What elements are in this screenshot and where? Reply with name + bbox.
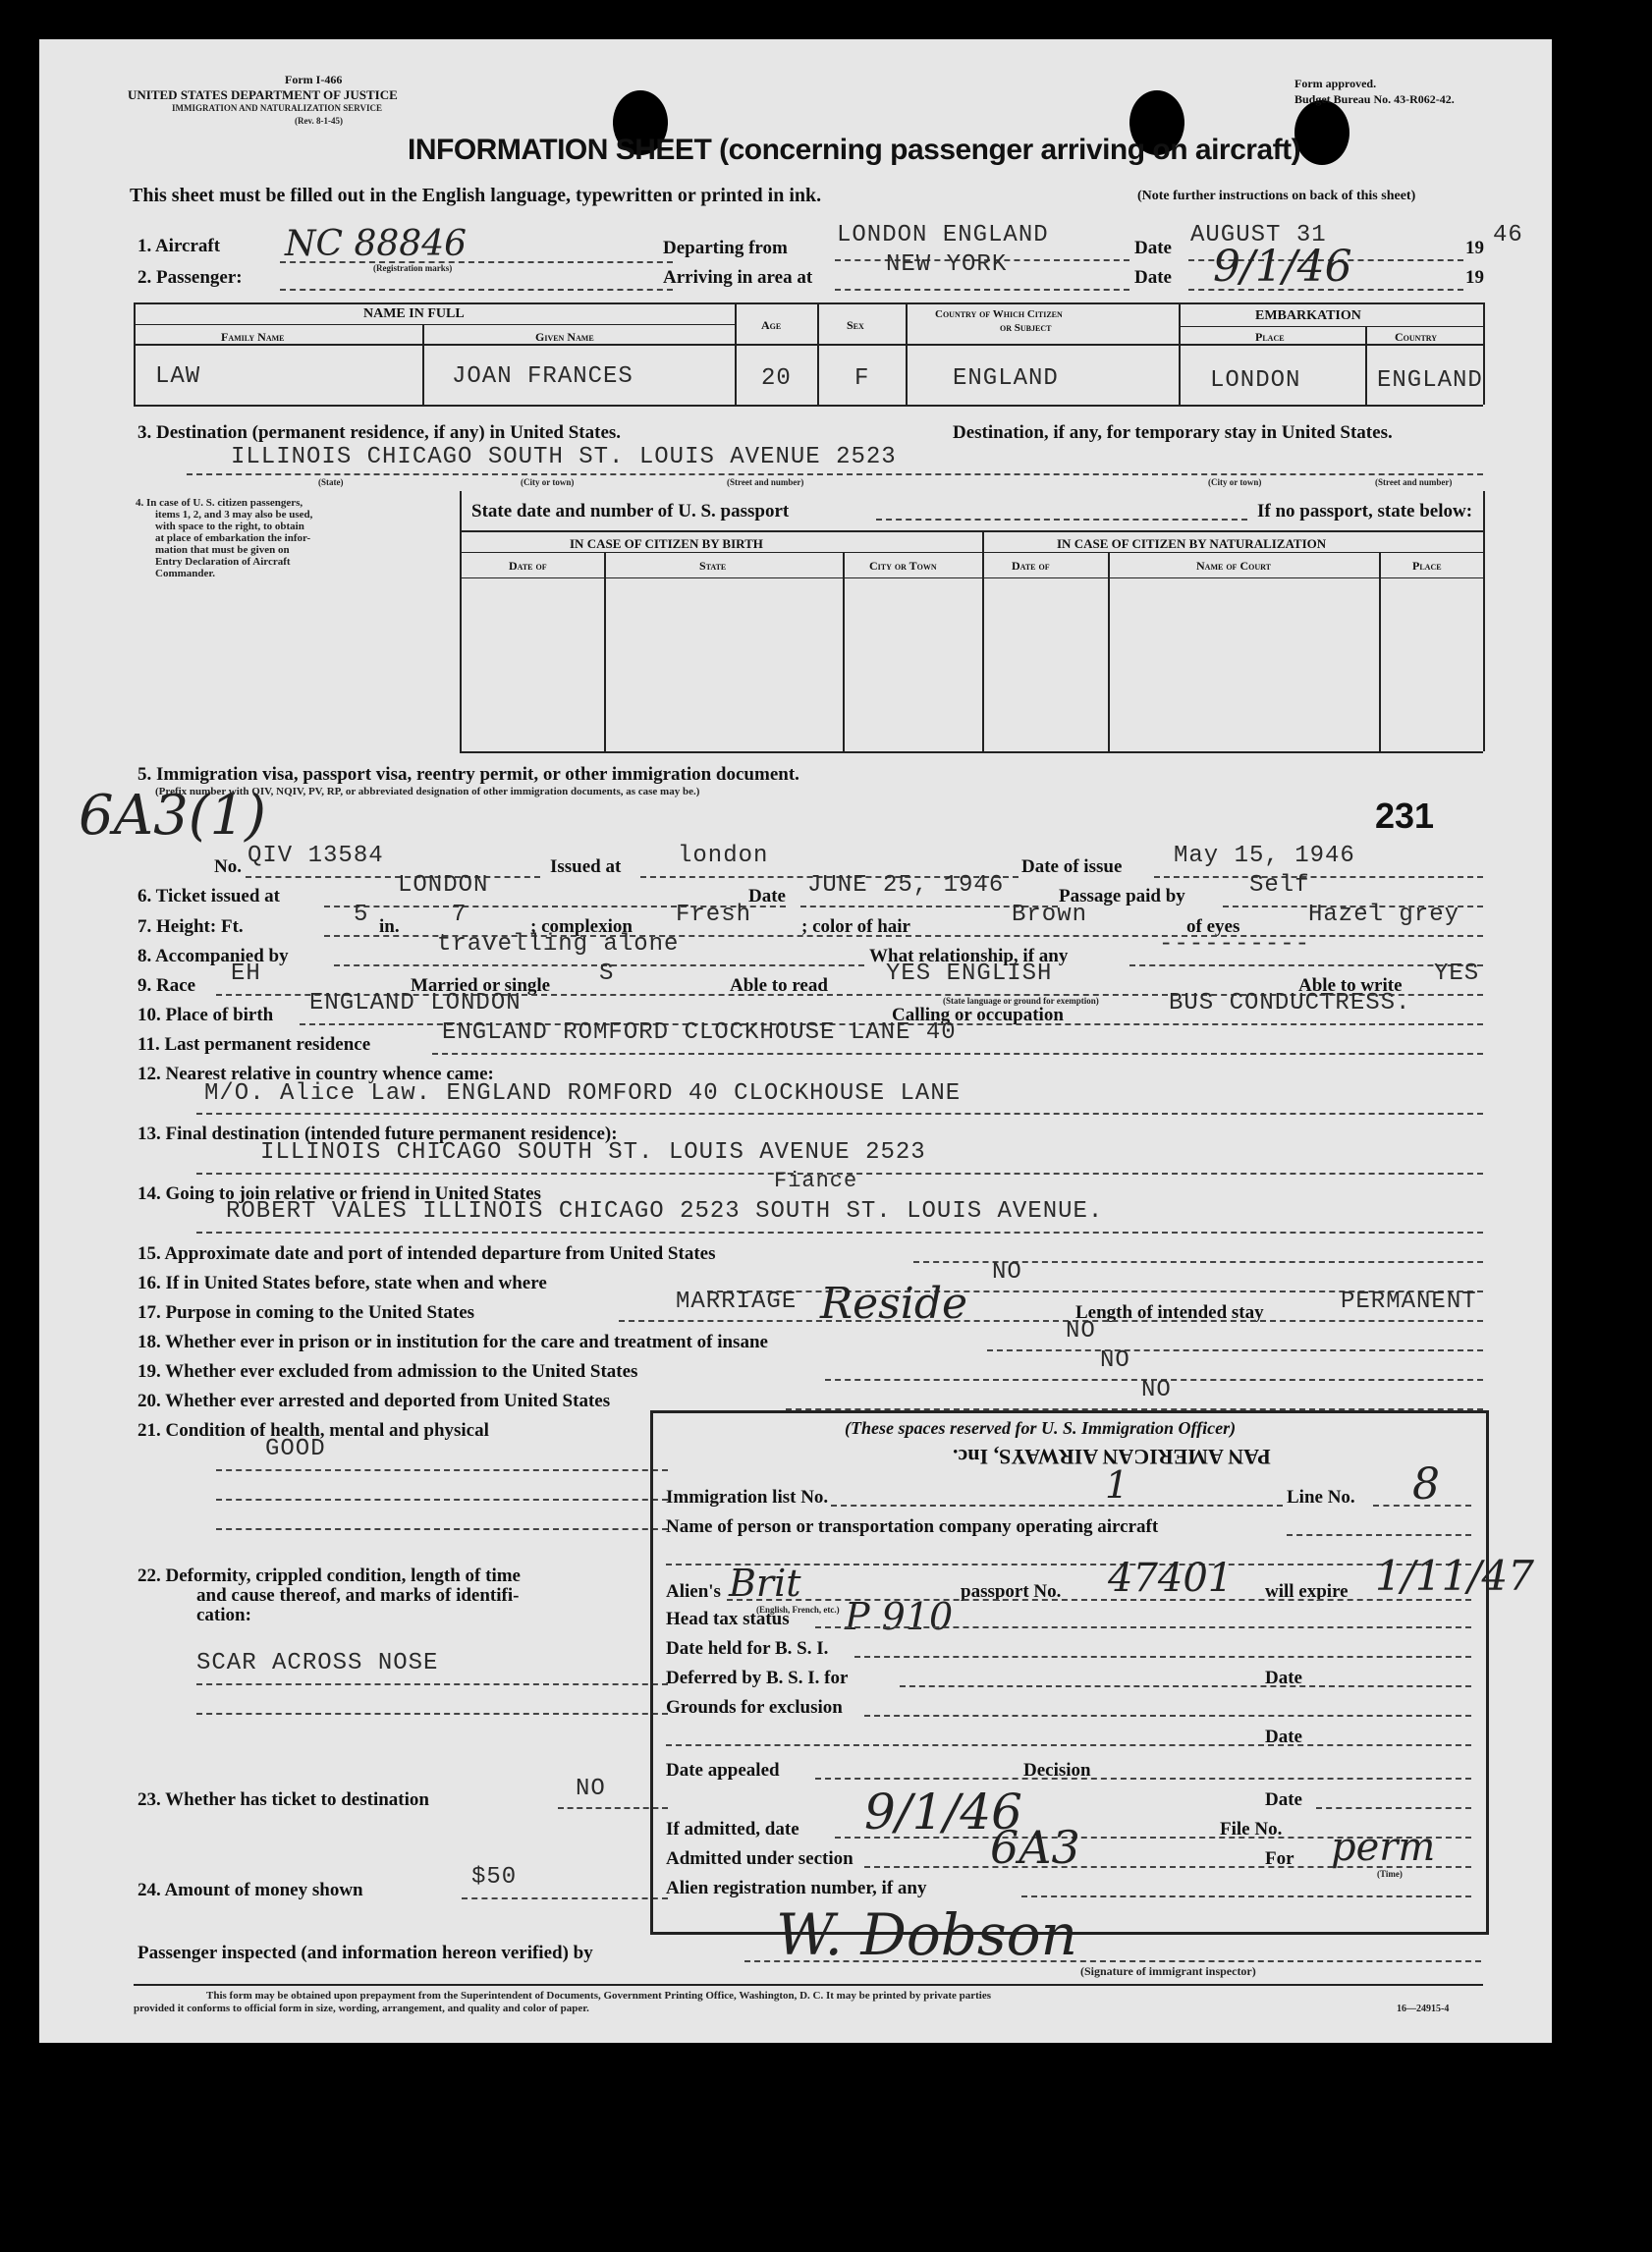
decision-date-label: Date <box>1265 1789 1302 1810</box>
date1-label: Date <box>1134 238 1172 258</box>
birth-date-header: Date of <box>509 559 547 573</box>
hair-color-value: Brown <box>1012 902 1088 928</box>
time-note: (Time) <box>1377 1869 1403 1879</box>
signature-note: (Signature of immigrant inspector) <box>1080 1964 1256 1978</box>
court-name-header: Name of Court <box>1196 559 1271 573</box>
revision: (Rev. 8-1-45) <box>295 116 343 126</box>
for-value: perm <box>1331 1825 1436 1870</box>
arriving-label: Arriving in area at <box>663 267 813 288</box>
street-note: (Street and number) <box>727 477 804 487</box>
eye-color-label: of eyes <box>1186 916 1240 937</box>
stay-length-label: Length of intended stay <box>1075 1302 1264 1323</box>
complexion-value: Fresh <box>676 902 752 928</box>
embarkation-place-value: LONDON <box>1210 367 1301 394</box>
passport-no-label: passport No. <box>961 1581 1062 1602</box>
previous-visit-label: 16. If in United States before, state when and where <box>138 1273 547 1293</box>
health-value: GOOD <box>265 1436 326 1462</box>
destination-label: 3. Destination (permanent residence, if any) in United States. <box>138 422 622 443</box>
temp-destination-label: Destination, if any, for temporary stay in United States. <box>953 422 1393 443</box>
prison-label: 18. Whether ever in prison or in institution for the care and treatment of insane <box>138 1332 768 1352</box>
state-note: (State) <box>318 477 344 487</box>
arriving-value: NEW YORK <box>886 251 1008 278</box>
race-label: 9. Race <box>138 975 196 996</box>
section4-text: 4. In case of U. S. citizen passengers, <box>136 497 303 509</box>
occupation-label: Calling or occupation <box>892 1005 1064 1025</box>
form-code: 16—24915-4 <box>1397 2004 1450 2014</box>
deported-value: NO <box>1141 1377 1172 1403</box>
budget-bureau: Budget Bureau No. 43-R062-42. <box>1294 92 1455 106</box>
section4-text: Entry Declaration of Aircraft <box>155 556 291 568</box>
file-no-label: File No. <box>1220 1819 1283 1840</box>
passage-paid-value: Self <box>1249 872 1310 899</box>
height-inches: 7 <box>452 902 468 928</box>
write-label: Able to write <box>1298 975 1403 996</box>
date2-label: Date <box>1134 267 1172 288</box>
final-destination-label: 13. Final destination (intended future permanent residence): <box>138 1124 618 1144</box>
read-value: YES ENGLISH <box>886 961 1053 987</box>
joining-value: ROBERT VALES ILLINOIS CHICAGO 2523 SOUTH ST. LOUIS AVENUE. <box>226 1198 1104 1225</box>
purpose-handwritten: Reside <box>820 1279 968 1329</box>
section5-sub: (Prefix number with QIV, NQIV, PV, RP, or abbreviated designation of other immigration documents, as case may be.) <box>155 786 700 797</box>
passport-no-value: 47401 <box>1108 1556 1234 1601</box>
admitted-section-value: 6A3 <box>990 1821 1080 1874</box>
married-value: S <box>599 961 615 987</box>
grounds-label: Grounds for exclusion <box>666 1697 843 1718</box>
last-residence-label: 11. Last permanent residence <box>138 1034 371 1055</box>
occupation-value: BUS CONDUCTRESS. <box>1169 990 1411 1016</box>
sheet-number: 231 <box>1375 796 1435 836</box>
punch-hole-right <box>1294 100 1349 165</box>
height-in-label: in. <box>379 916 400 937</box>
date-issue-value: May 15, 1946 <box>1174 843 1355 869</box>
sex-value: F <box>854 365 870 392</box>
race-value: EH <box>231 961 261 987</box>
nearest-relative-value: M/O. Alice Law. ENGLAND ROMFORD 40 CLOCKHOUSE LANE <box>204 1080 962 1107</box>
for-label: For <box>1265 1848 1294 1869</box>
aliens-label: Alien's <box>666 1581 721 1602</box>
read-label: Able to read <box>730 975 828 996</box>
no-passport-label: If no passport, state below: <box>1257 501 1473 522</box>
purpose-value: MARRIAGE <box>676 1289 798 1315</box>
accompanied-value: travelling alone <box>437 931 680 958</box>
line-no-value: 8 <box>1412 1459 1440 1510</box>
line-no-label: Line No. <box>1287 1487 1355 1508</box>
inspected-label: Passenger inspected (and information hereon verified) by <box>138 1943 593 1963</box>
deformity-label-3: cation: <box>196 1605 251 1625</box>
language-note: (State language or ground for exemption) <box>943 996 1099 1006</box>
section4-text: items 1, 2, and 3 may also be used, <box>155 509 313 521</box>
height-label: 7. Height: Ft. <box>138 916 244 937</box>
money-label: 24. Amount of money shown <box>138 1880 363 1900</box>
nat-date-header: Date of <box>1012 559 1050 573</box>
by-birth-header: IN CASE OF CITIZEN BY BIRTH <box>570 536 763 551</box>
operator-label: Name of person or transportation company operating aircraft <box>666 1516 1159 1537</box>
head-tax-label: Head tax status <box>666 1609 790 1629</box>
instruction-line: This sheet must be filled out in the English language, typewritten or printed in ink. <box>130 185 822 206</box>
country-header-2: or Subject <box>1000 322 1052 334</box>
stay-length-value: PERMANENT <box>1341 1289 1477 1315</box>
age-value: 20 <box>761 365 792 392</box>
handwritten-code: 6A3(1) <box>79 784 267 848</box>
destination-value: ILLINOIS CHICAGO SOUTH ST. LOUIS AVENUE 2523 <box>231 444 897 470</box>
form-approved: Form approved. <box>1294 77 1377 90</box>
language-note-official: (English, French, etc.) <box>756 1605 840 1615</box>
official-box-header: (These spaces reserved for U. S. Immigration Officer) <box>845 1418 1237 1438</box>
passage-paid-label: Passage paid by <box>1059 886 1185 906</box>
birthplace-label: 10. Place of birth <box>138 1005 274 1025</box>
nat-place-header: Place <box>1412 559 1442 573</box>
embarkation-header: EMBARKATION <box>1255 308 1361 323</box>
section5-label: 5. Immigration visa, passport visa, reentry permit, or other immigration document. <box>138 764 799 785</box>
passenger-label: 2. Passenger: <box>138 267 243 288</box>
last-residence-value: ENGLAND ROMFORD CLOCKHOUSE LANE 40 <box>442 1019 957 1046</box>
date1-year: 46 <box>1493 222 1523 248</box>
temp-city-note: (City or town) <box>1208 477 1262 487</box>
date-issue-label: Date of issue <box>1021 856 1123 877</box>
form-sheet <box>39 39 1552 2043</box>
expire-label: will expire <box>1265 1581 1349 1602</box>
appealed-label: Date appealed <box>666 1760 780 1781</box>
name-in-full-header: NAME IN FULL <box>363 306 465 321</box>
admitted-date-label: If admitted, date <box>666 1819 799 1840</box>
purpose-label: 17. Purpose in coming to the United States <box>138 1302 475 1323</box>
temp-street-note: (Street and number) <box>1375 477 1453 487</box>
departing-value: LONDON ENGLAND <box>837 222 1049 248</box>
section4-text: at place of embarkation the infor- <box>155 532 311 544</box>
list-no-value: 1 <box>1105 1463 1129 1507</box>
previous-visit-value: NO <box>992 1259 1022 1286</box>
date-held-label: Date held for B. S. I. <box>666 1638 829 1659</box>
accompanied-label: 8. Accompanied by <box>138 946 289 966</box>
final-destination-value: ILLINOIS CHICAGO SOUTH ST. LOUIS AVENUE 2523 <box>260 1139 926 1166</box>
fine-print-1: This form may be obtained upon prepayment from the Superintendent of Documents, Government Printing Office, Washington, D. C. It may be printed by private parties <box>206 1990 992 2002</box>
complexion-label: ; complexion <box>530 916 633 937</box>
prison-value: NO <box>1066 1318 1096 1345</box>
money-value: $50 <box>471 1864 518 1891</box>
place-header: Place <box>1255 330 1285 344</box>
fine-print-2: provided it conforms to official form in size, wording, arrangement, and quality and color of paper. <box>134 2003 589 2014</box>
sex-header: Sex <box>847 318 864 332</box>
list-no-label: Immigration list No. <box>666 1487 829 1508</box>
issued-at-value: london <box>678 843 769 869</box>
inspector-signature: W. Dobson <box>776 1901 1077 1968</box>
date1-value: AUGUST 31 <box>1190 222 1327 248</box>
excluded-value: NO <box>1100 1347 1130 1374</box>
joining-relationship: Fiance <box>774 1169 858 1193</box>
relationship-value: ---------- <box>1159 931 1311 958</box>
ticket-issued-value: LONDON <box>398 872 489 899</box>
service-name: IMMIGRATION AND NATURALIZATION SERVICE <box>172 103 382 113</box>
citizen-country-value: ENGLAND <box>953 365 1059 392</box>
age-header: Age <box>761 318 782 332</box>
date2-value: 9/1/46 <box>1213 242 1352 292</box>
ticket-date-value: JUNE 25, 1946 <box>807 872 1005 899</box>
deferred-label: Deferred by B. S. I. for <box>666 1668 849 1688</box>
country-col-header: Country <box>1395 330 1438 344</box>
issued-at-label: Issued at <box>550 856 622 877</box>
aircraft-value: NC 88846 <box>285 224 468 264</box>
family-name-header: Family Name <box>221 330 285 344</box>
given-name-header: Given Name <box>535 330 594 344</box>
us-passport-label: State date and number of U. S. passport <box>471 501 790 522</box>
section4-text: with space to the right, to obtain <box>155 521 304 532</box>
head-tax-value: P 910 <box>845 1595 954 1638</box>
ticket-destination-value: NO <box>576 1776 606 1802</box>
ticket-issued-label: 6. Ticket issued at <box>138 886 280 906</box>
deformity-label-2: and cause thereof, and marks of identifi- <box>196 1585 520 1606</box>
airline-stamp: PAN AMERICAN AIRWAYS, Inc. <box>953 1445 1271 1469</box>
ticket-date-label: Date <box>748 886 786 906</box>
section4-text: Commander. <box>155 568 216 579</box>
admitted-date-value: 9/1/46 <box>864 1784 1022 1840</box>
birth-state-header: State <box>699 559 727 573</box>
back-note: (Note further instructions on back of this sheet) <box>1137 189 1416 203</box>
health-label: 21. Condition of health, mental and physical <box>138 1420 489 1441</box>
decision-label: Decision <box>1023 1760 1091 1781</box>
departing-label: Departing from <box>663 238 788 258</box>
hair-color-label: ; color of hair <box>801 916 910 937</box>
date2-year-prefix: 19 <box>1465 267 1484 288</box>
registration-marks-note: (Registration marks) <box>373 263 453 273</box>
aliens-value: Brit <box>729 1562 801 1605</box>
visa-no-value: QIV 13584 <box>248 843 384 869</box>
form-title: INFORMATION SHEET (concerning passenger arriving on aircraft) <box>408 134 1301 166</box>
visa-no-label: No. <box>214 856 242 877</box>
department-name: UNITED STATES DEPARTMENT OF JUSTICE <box>128 87 398 102</box>
form-number: Form I-466 <box>285 73 343 86</box>
deported-label: 20. Whether ever arrested and deported from United States <box>138 1391 611 1411</box>
ticket-destination-label: 23. Whether has ticket to destination <box>138 1789 429 1810</box>
married-label: Married or single <box>411 975 551 996</box>
family-name-value: LAW <box>155 363 201 390</box>
given-name-value: JOAN FRANCES <box>452 363 633 390</box>
write-value: YES <box>1434 961 1480 987</box>
birth-city-header: City or Town <box>869 559 937 573</box>
by-naturalization-header: IN CASE OF CITIZEN BY NATURALIZATION <box>1057 536 1327 551</box>
deformity-label: 22. Deformity, crippled condition, length of time <box>138 1565 521 1586</box>
relationship-label: What relationship, if any <box>869 946 1069 966</box>
excluded-label: 19. Whether ever excluded from admission to the United States <box>138 1361 638 1382</box>
expire-value: 1/11/47 <box>1375 1552 1534 1600</box>
alien-registration-label: Alien registration number, if any <box>666 1878 927 1898</box>
exclusion-date-label: Date <box>1265 1727 1302 1747</box>
embarkation-country-value: ENGLAND <box>1377 367 1483 394</box>
date1-year-prefix: 19 <box>1465 238 1484 258</box>
deformity-value: SCAR ACROSS NOSE <box>196 1650 439 1676</box>
nearest-relative-label: 12. Nearest relative in country whence came: <box>138 1064 494 1084</box>
country-header-1: Country of Which Citizen <box>935 308 1063 320</box>
joining-label: 14. Going to join relative or friend in United States <box>138 1183 541 1204</box>
section4-text: mation that must be given on <box>155 544 290 556</box>
birthplace-value: ENGLAND LONDON <box>309 990 522 1016</box>
departure-label: 15. Approximate date and port of intended departure from United States <box>138 1243 716 1264</box>
deferred-date-label: Date <box>1265 1668 1302 1688</box>
city-note: (City or town) <box>521 477 575 487</box>
aircraft-label: 1. Aircraft <box>138 236 221 256</box>
height-feet: 5 <box>354 902 369 928</box>
admitted-section-label: Admitted under section <box>666 1848 854 1869</box>
eye-color-value: Hazel grey <box>1308 902 1460 928</box>
